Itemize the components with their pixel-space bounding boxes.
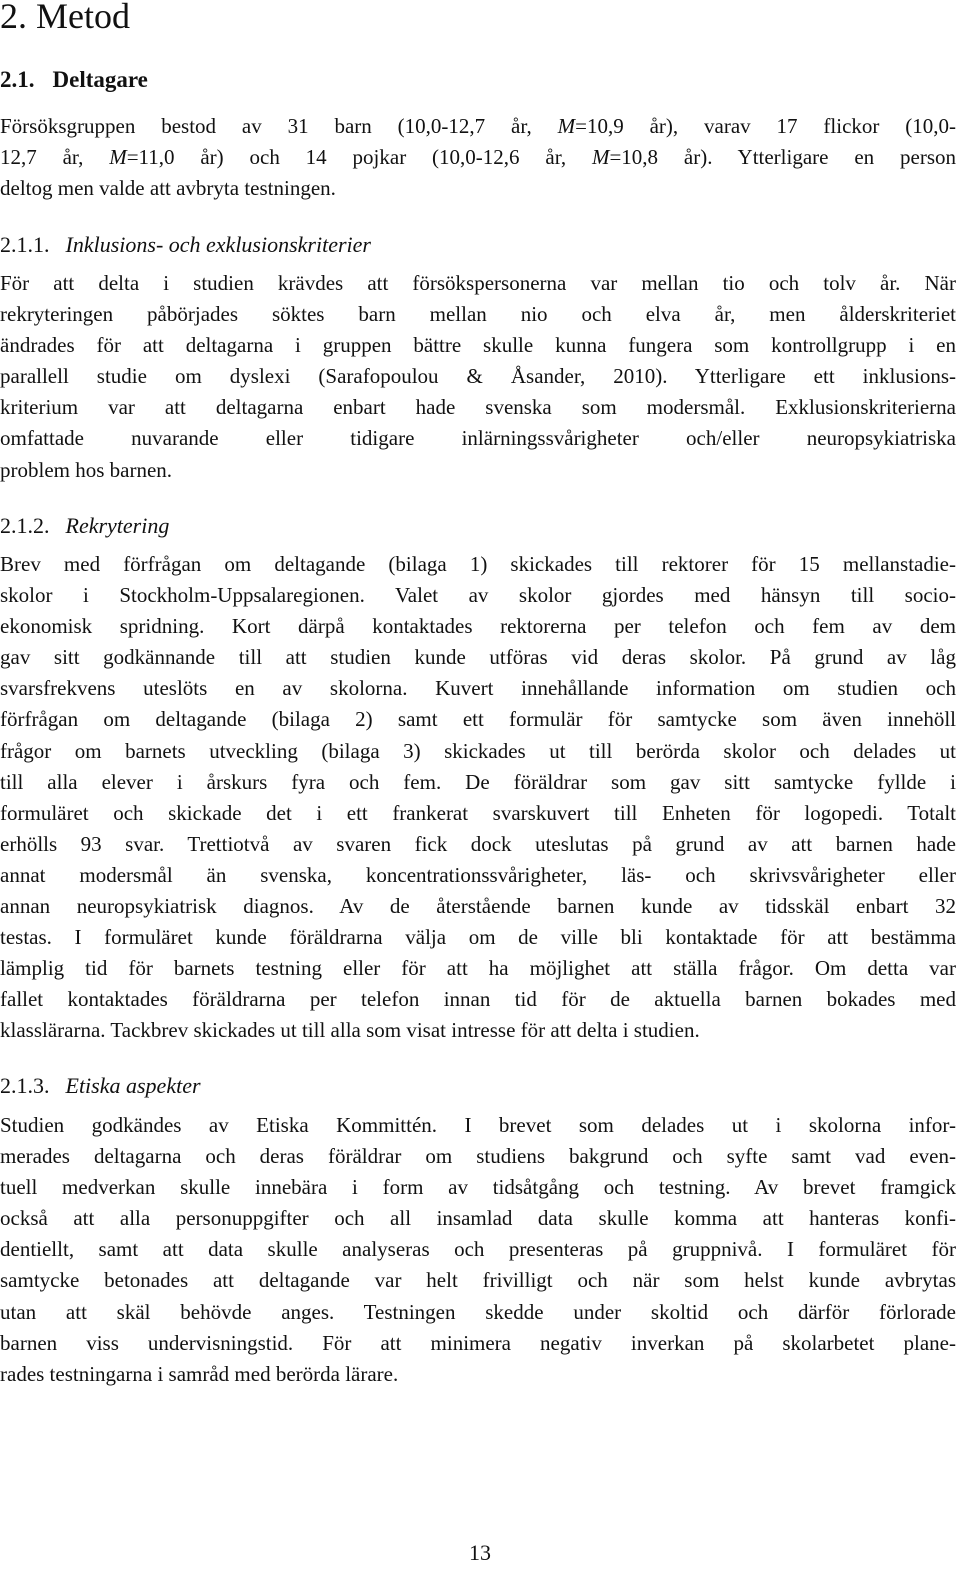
subsection-heading-3: [0, 1069, 201, 1103]
chapter-heading: 2. Metod: [0, 0, 130, 36]
section-title: Deltagare: [52, 67, 148, 92]
section-heading: [0, 63, 148, 97]
text-line: samtycke betonades att deltagande var helt frivilligt och när som helst kunde avbrytas: [0, 1268, 956, 1293]
text-line: ekonomisk spridning. Kort därpå kontaktades rektorerna per telefon och fem av dem: [0, 614, 956, 639]
text-line: skolor i Stockholm-Uppsalaregionen. Valet av skolor gjordes med hänsyn till socio-: [0, 583, 956, 608]
text-line: klasslärarna. Tackbrev skickades ut till alla som visat intresse för att delta i studien.: [0, 1018, 700, 1043]
section-number: 2.1.: [0, 67, 35, 92]
text-line: tuell medverkan skulle innebära i form av tidsåtgång och testning. Av brevet framgick: [0, 1175, 956, 1200]
text-line: rades testningarna i samråd med berörda lärare.: [0, 1361, 399, 1386]
subsection-number: 2.1.3.: [0, 1073, 50, 1098]
subsection-number: 2.1.1.: [0, 232, 50, 257]
text-line: barnen viss undervisningstid. För att minimera negativ inverkan på skolarbetet plane-: [0, 1330, 956, 1355]
ethics-paragraph: [0, 1110, 956, 1390]
text-line: kriterium var att deltagarna enbart hade svenska som modersmål. Exklusionskriterierna: [0, 395, 956, 420]
text-line: parallell studie om dyslexi (Sarafopoulou & Åsander, 2010). Ytterligare ett inklusions-: [0, 364, 956, 389]
text-line: annan neuropsykiatrisk diagnos. Av de återstående barnen kunde av tidsskäl enbart 32: [0, 894, 956, 919]
page-number: 13: [469, 1540, 491, 1565]
text-line: formuläret och skickade det i ett frankerat svarskuvert till Enheten för logopedi. Totalt: [0, 800, 956, 825]
subsection-number: 2.1.2.: [0, 513, 50, 538]
subsection-title: Inklusions- och exklusionskriterier: [65, 232, 371, 257]
text-line: fallet kontaktades föräldrarna per telefon innan tid för de aktuella barnen bokades med: [0, 987, 956, 1012]
text-line: problem hos barnen.: [0, 457, 173, 482]
text-line: Studien godkändes av Etiska Kommittén. I brevet som delades ut i skolorna infor-: [0, 1113, 956, 1137]
text-line: Brev med förfrågan om deltagande (bilaga 1) skickades till rektorer för 15 mellanstadie-: [0, 552, 956, 576]
text-line: ändrades för att deltagarna i gruppen bättre skulle kunna fungera som kontrollgrupp i en: [0, 333, 956, 358]
text-line: svarsfrekvens uteslöts en av skolorna. Kuvert innehållande information om studien och: [0, 676, 956, 701]
text-line: dentiellt, samt att data skulle analyseras och presenteras på gruppnivå. I formuläret för: [0, 1237, 956, 1262]
subsection-title: Rekrytering: [65, 513, 170, 538]
text-line: gav sitt godkännande till att studien kunde utföras vid deras skolor. På grund av låg: [0, 645, 956, 670]
text-line: lämplig tid för barnets testning eller för att ha möjlighet att ställa frågor. Om detta var: [0, 956, 956, 981]
recruitment-paragraph: [0, 549, 956, 1047]
text-line: till alla elever i årskurs fyra och fem. De föräldrar som gav sitt samtycke fyllde i: [0, 769, 956, 794]
text-line: rekryteringen påbörjades söktes barn mellan nio och elva år, men ålderskriteriet: [0, 302, 956, 327]
text-line: testas. I formuläret kunde föräldrarna välja om de ville bli kontaktade för att bestämma: [0, 925, 956, 950]
text-line: erhölls 93 svar. Trettiotvå av svaren fick dock uteslutas på grund av att barnen hade: [0, 831, 956, 856]
intro-paragraph: [0, 111, 956, 204]
text-line: omfattade nuvarande eller tidigare inlärningssvårigheter och/eller neuropsykiatriska: [0, 426, 956, 451]
text-line: utan att skäl behövde anges. Testningen skedde under skoltid och därför förlorade: [0, 1299, 956, 1324]
text-line: merades deltagarna och deras föräldrar om studiens bakgrund och syfte samt vad even-: [0, 1144, 956, 1169]
text-line: deltog men valde att avbryta testningen.: [0, 176, 336, 201]
text-line: förfrågan om deltagande (bilaga 2) samt ett formulär för samtycke som även innehöll: [0, 707, 956, 732]
text-line: annat modersmål än svenska, koncentrationssvårigheter, läs- och skrivsvårigheter eller: [0, 862, 956, 887]
subsection-heading-1: [0, 228, 371, 262]
subsection-heading-2: [0, 509, 169, 543]
text-line: också att alla personuppgifter och all insamlad data skulle komma att hanteras konfi-: [0, 1206, 956, 1231]
inclusion-paragraph: [0, 268, 956, 486]
text-line: frågor om barnets utveckling (bilaga 3) skickades ut till berörda skolor och delades ut: [0, 738, 956, 763]
text-line: För att delta i studien krävdes att försökspersonerna var mellan tio och tolv år. När: [0, 271, 956, 295]
subsection-title: Etiska aspekter: [65, 1073, 201, 1098]
text-line: Försöksgruppen bestod av 31 barn (10,0-12,7 år, M=10,9 år), varav 17 flickor (10,0-: [0, 114, 956, 138]
text-line: 12,7 år, M=11,0 år) och 14 pojkar (10,0-12,6 år, M=10,8 år). Ytterligare en person: [0, 145, 956, 170]
